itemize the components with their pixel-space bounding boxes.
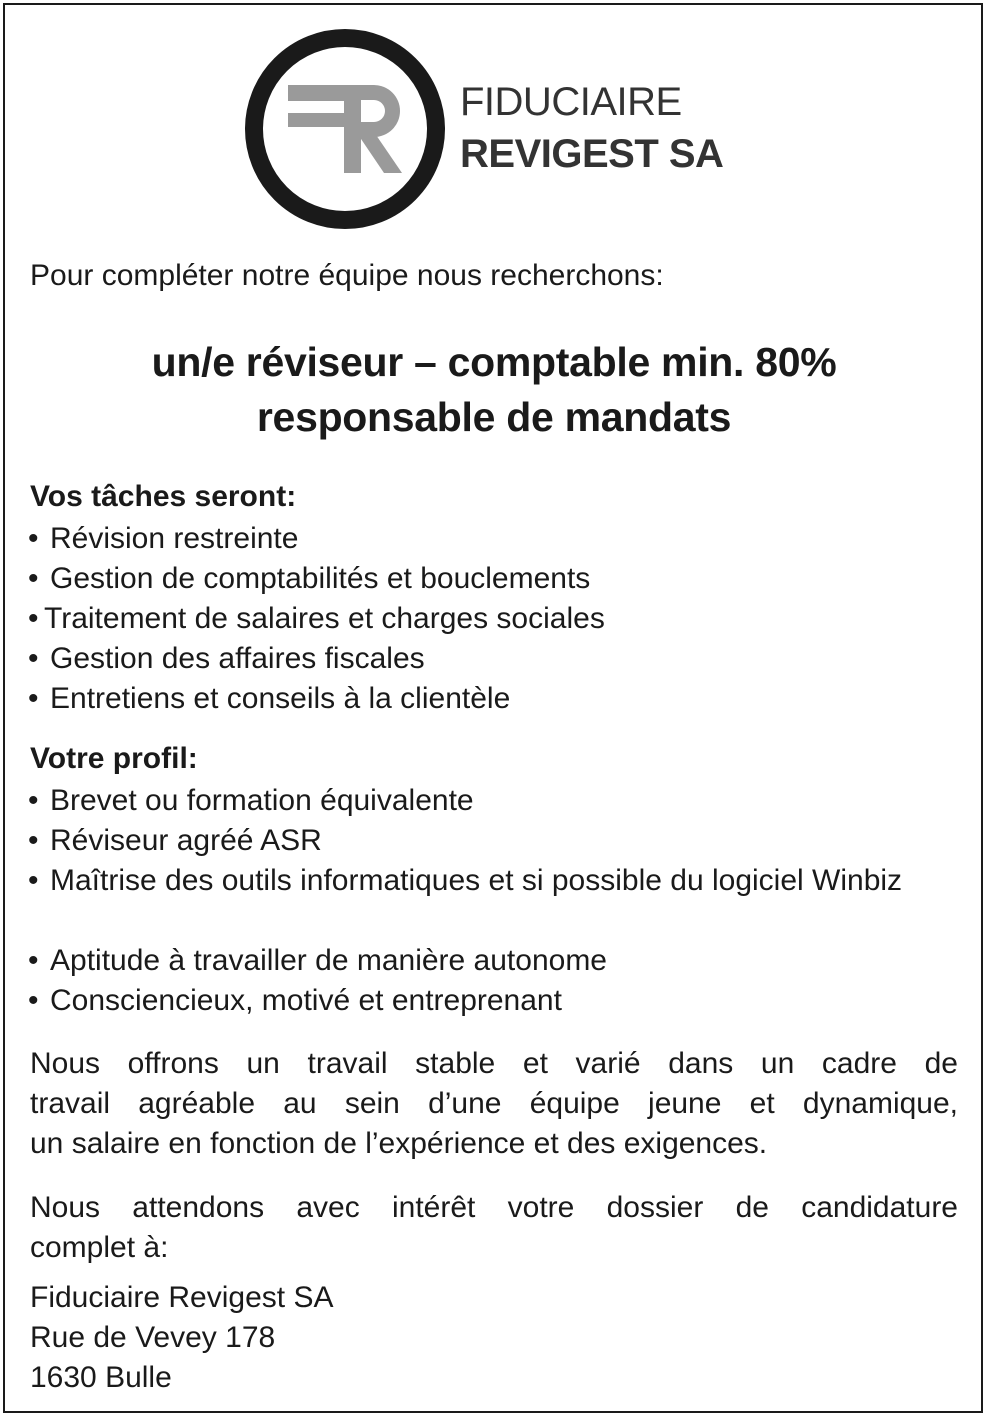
profile-heading: Votre profil:: [30, 742, 198, 775]
bullet-icon: •: [28, 642, 39, 675]
bullet-icon: •: [28, 562, 39, 595]
address-company: Fiduciaire Revigest SA: [30, 1281, 334, 1314]
list-item: • Maîtrise des outils informatiques et si possible du logiciel Winbiz: [28, 861, 928, 941]
list-item: • Gestion de comptabilités et bouclements: [28, 559, 605, 599]
bullet-icon: •: [28, 984, 39, 1017]
brand-name-line2: REVIGEST SA: [460, 132, 724, 176]
offer-paragraph: Nous offrons un travail stable et varié dans un cadre de travail agréable au sein d’une équipe jeune et dynamique, un salaire en fonction de l’expérience et des exigences.: [30, 1047, 958, 1160]
address-street: Rue de Vevey 178: [30, 1321, 276, 1354]
list-item: • Brevet ou formation équivalente: [28, 781, 928, 821]
job-title: un/e réviseur – comptable min. 80%: [151, 339, 837, 385]
list-item: • Gestion des affaires fiscales: [28, 639, 605, 679]
bullet-icon: •: [28, 522, 39, 555]
bullet-icon: •: [28, 944, 39, 977]
bullet-icon: •: [28, 784, 39, 817]
brand-name-line1: FIDUCIAIRE: [460, 80, 682, 124]
company-logo: [244, 28, 446, 230]
job-subtitle: responsable de mandats: [256, 394, 732, 440]
list-item: • Aptitude à travailler de manière autonome: [28, 941, 928, 981]
profile-list: [28, 781, 928, 1021]
list-item: • Réviseur agréé ASR: [28, 821, 928, 861]
address-city: 1630 Bulle: [30, 1361, 172, 1394]
tasks-heading: Vos tâches seront:: [30, 480, 297, 513]
logo-monogram-fr: [288, 85, 402, 173]
list-item: • Traitement de salaires et charges sociales: [28, 599, 605, 639]
list-item: • Entretiens et conseils à la clientèle: [28, 679, 605, 719]
tasks-list: [28, 519, 605, 719]
closing-paragraph: Nous attendons avec intérêt votre dossier de candidature complet à:: [30, 1191, 958, 1264]
list-item: • Révision restreinte: [28, 519, 605, 559]
postal-address: [30, 1278, 333, 1398]
bullet-icon: •: [28, 682, 39, 715]
bullet-icon: •: [28, 864, 39, 897]
intro-text: Pour compléter notre équipe nous recherchons:: [30, 259, 664, 292]
bullet-icon: •: [28, 602, 39, 635]
list-item: • Consciencieux, motivé et entreprenant: [28, 981, 928, 1021]
bullet-icon: •: [28, 824, 39, 857]
